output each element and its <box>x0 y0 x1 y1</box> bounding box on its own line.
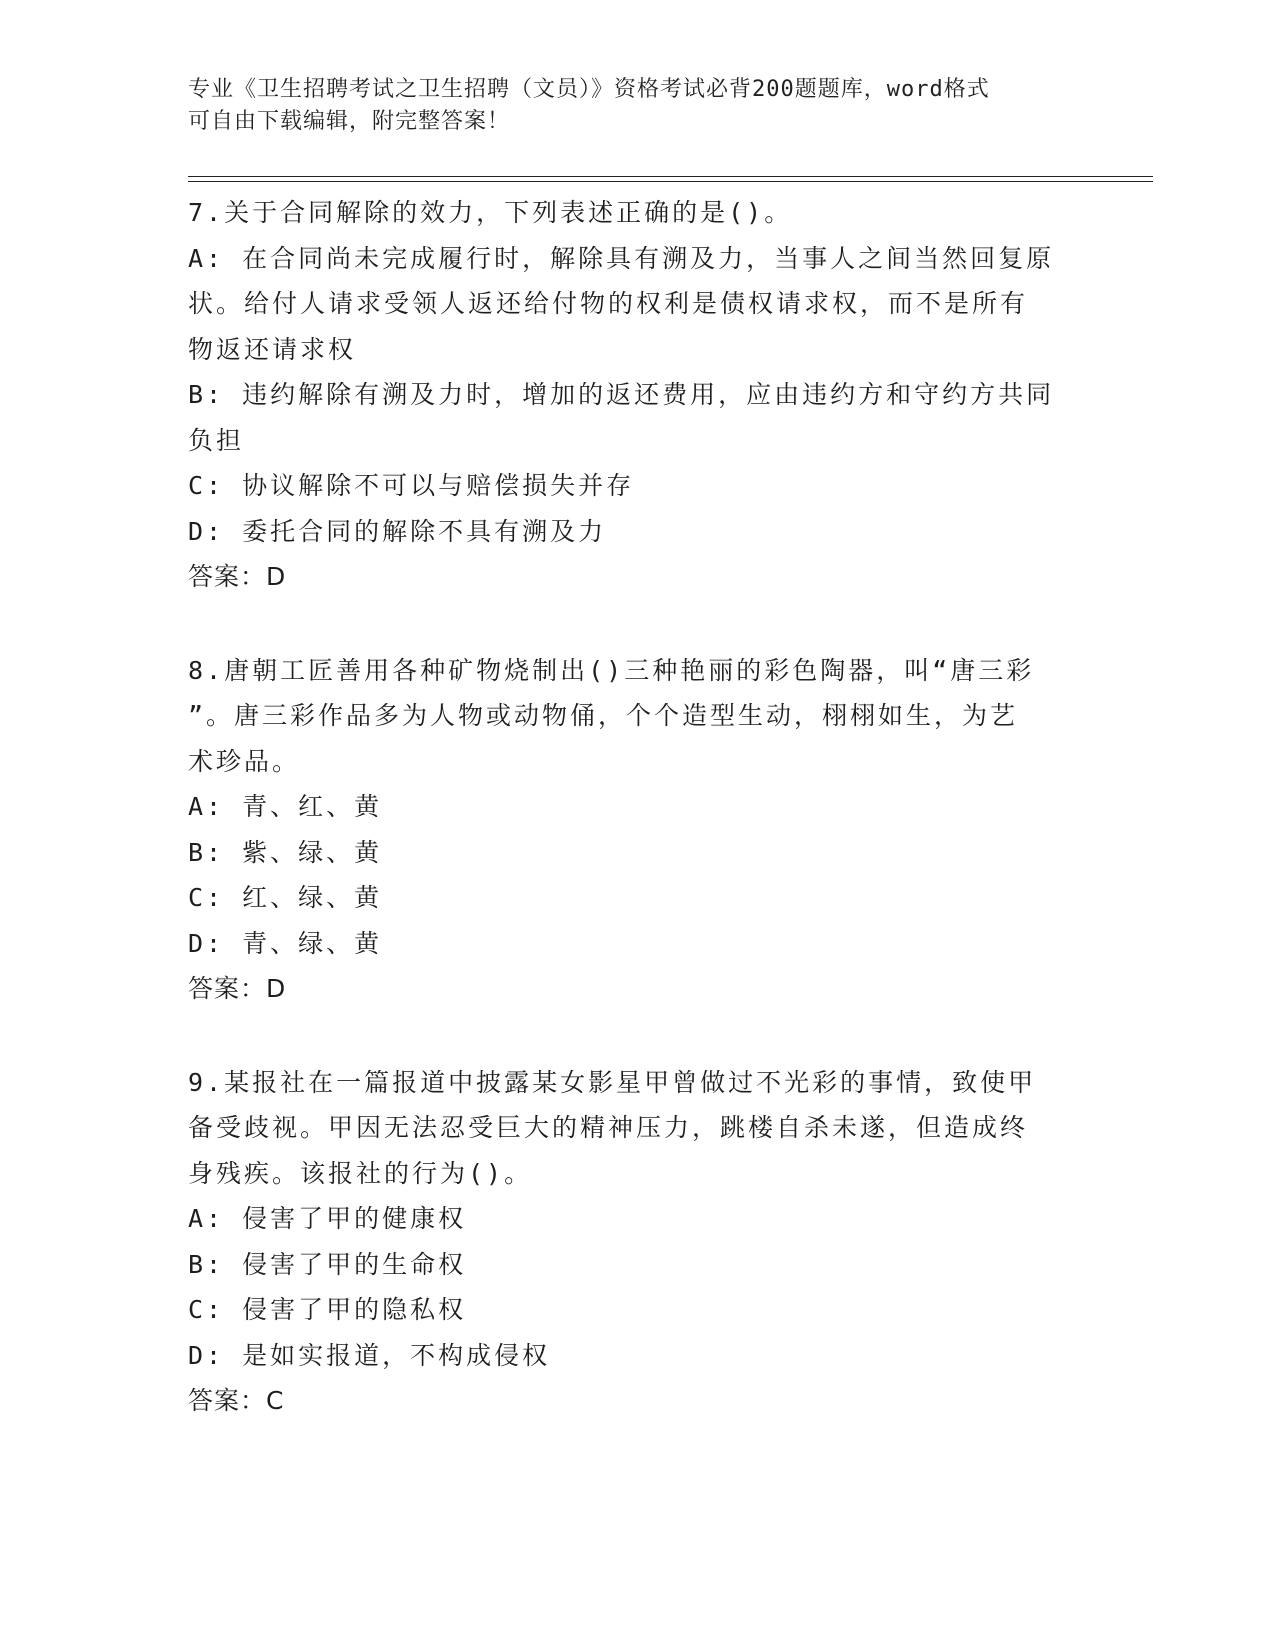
question-8-stem-line-3: 术珍品。 <box>188 746 301 776</box>
header-line-1: 专业《卫生招聘考试之卫生招聘（文员）》资格考试必背200题题库，word格式 <box>188 77 990 102</box>
question-9-option-d: D: 是如实报道，不构成侵权 <box>188 1340 551 1370</box>
question-7-option-a-line-1: A: 在合同尚未完成履行时，解除具有溯及力，当事人之间当然回复原 <box>188 243 1055 273</box>
question-7-answer: 答案：D <box>188 562 287 591</box>
question-7-option-a-line-3: 物返还请求权 <box>188 334 357 364</box>
question-7-stem-line-1: 7.关于合同解除的效力，下列表述正确的是()。 <box>188 198 793 227</box>
question-9-option-c: C: 侵害了甲的隐私权 <box>188 1295 467 1324</box>
question-list <box>188 190 1088 1424</box>
question-9-stem-line-3: 身残疾。该报社的行为()。 <box>188 1158 533 1188</box>
question-8-stem-line-2: ”。唐三彩作品多为人物或动物俑，个个造型生动，栩栩如生，为艺 <box>188 701 1019 730</box>
header-line-2: 可自由下载编辑，附完整答案！ <box>188 109 511 134</box>
question-7-option-b-line-2: 负担 <box>188 425 245 455</box>
question-7-option-a-line-2: 状。给付人请求受领人返还给付物的权利是债权请求权，而不是所有 <box>188 289 1029 318</box>
question-8-option-d: D: 青、绿、黄 <box>188 928 383 958</box>
question-8-option-a: A: 青、红、黄 <box>188 792 383 821</box>
question-7-option-c: C: 协议解除不可以与赔偿损失并存 <box>188 471 635 500</box>
question-9-option-b: B: 侵害了甲的生命权 <box>188 1249 467 1279</box>
header-divider-top <box>188 176 1153 177</box>
question-8-option-b: B: 紫、绿、黄 <box>188 837 383 867</box>
document-header <box>188 74 1068 138</box>
question-8 <box>188 648 1088 1012</box>
header-divider-bottom <box>188 181 1153 182</box>
question-7-option-b-line-1: B: 违约解除有溯及力时，增加的返还费用，应由违约方和守约方共同 <box>188 380 1055 409</box>
question-9-answer: 答案：C <box>188 1386 285 1415</box>
question-9-option-a: A: 侵害了甲的健康权 <box>188 1204 467 1233</box>
question-7 <box>188 190 1088 600</box>
question-9-stem-line-2: 备受歧视。甲因无法忍受巨大的精神压力，跳楼自杀未遂，但造成终 <box>188 1113 1029 1142</box>
question-9 <box>188 1060 1088 1424</box>
question-9-stem-line-1: 9.某报社在一篇报道中披露某女影星甲曾做过不光彩的事情，致使甲 <box>188 1067 1037 1097</box>
question-8-answer: 答案：D <box>188 974 287 1003</box>
question-8-option-c: C: 红、绿、黄 <box>188 883 383 912</box>
question-8-stem-line-1: 8.唐朝工匠善用各种矿物烧制出()三种艳丽的彩色陶器，叫“唐三彩 <box>188 655 1035 685</box>
question-7-option-d: D: 委托合同的解除不具有溯及力 <box>188 516 607 546</box>
